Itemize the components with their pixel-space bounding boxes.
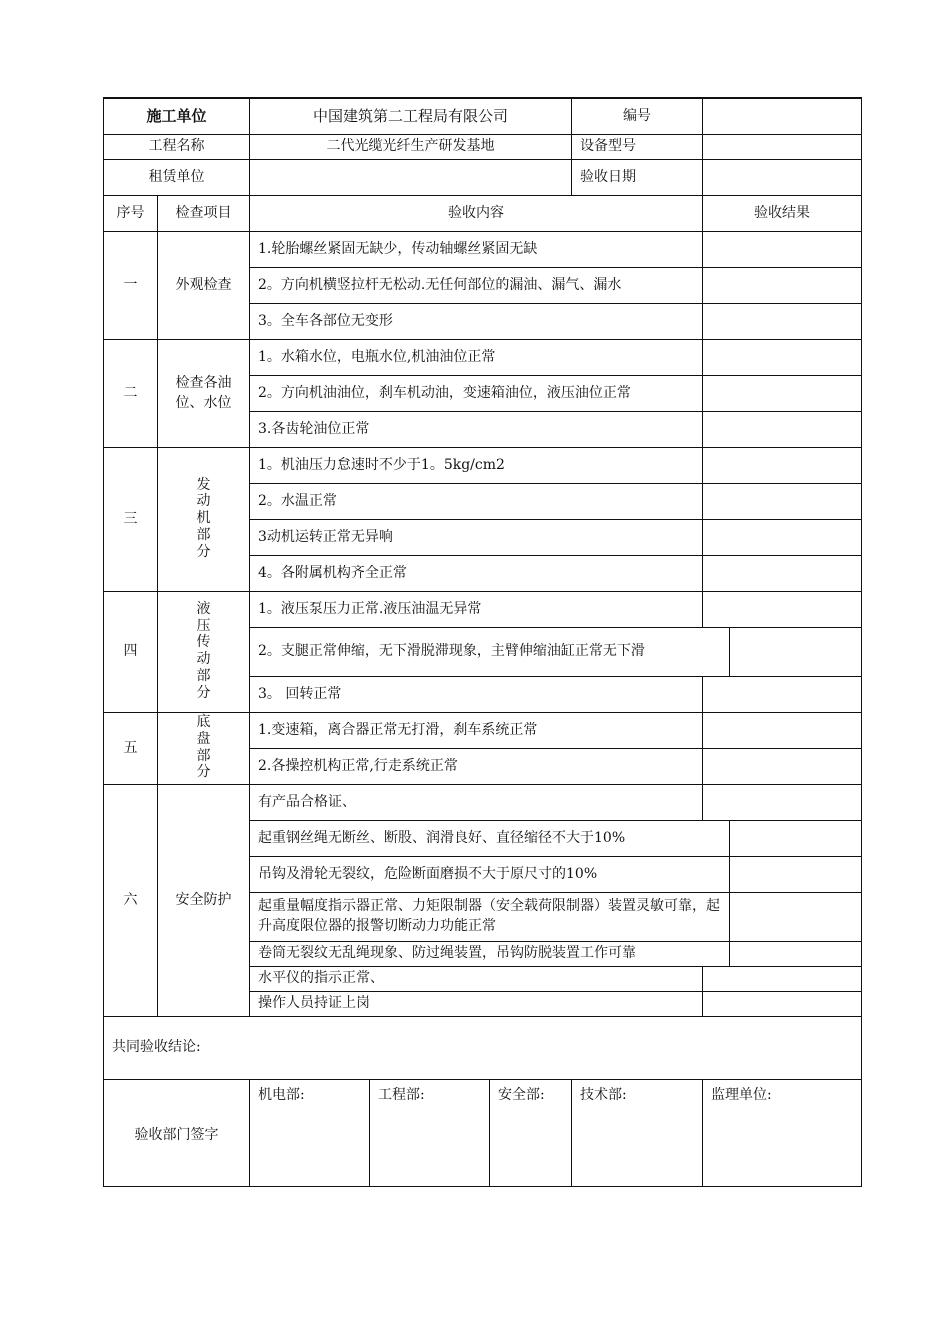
result-cell[interactable] bbox=[703, 785, 862, 821]
result-cell[interactable] bbox=[703, 677, 862, 713]
result-cell[interactable] bbox=[730, 942, 862, 967]
check-item: 1.轮胎螺丝紧固无缺少，传动轴螺丝紧固无缺 bbox=[250, 232, 703, 268]
check-item: 2。方向机油油位，刹车机动油，变速箱油位，液压油位正常 bbox=[250, 376, 703, 412]
check-item: 水平仪的指示正常、 bbox=[250, 967, 703, 992]
result-cell[interactable] bbox=[703, 376, 862, 412]
signature-row bbox=[104, 1080, 862, 1187]
number-label: 编号 bbox=[572, 98, 703, 135]
table-row bbox=[104, 785, 862, 821]
check-item: 3。 回转正常 bbox=[250, 677, 703, 713]
table-row bbox=[104, 592, 862, 628]
table-row bbox=[104, 340, 862, 376]
header-row-lease bbox=[104, 160, 862, 196]
result-cell[interactable] bbox=[730, 628, 862, 677]
unit-label: 施工单位 bbox=[104, 98, 250, 135]
check-item: 1.变速箱，离合器正常无打滑，刹车系统正常 bbox=[250, 713, 703, 749]
result-cell[interactable] bbox=[703, 412, 862, 448]
col-item: 检查项目 bbox=[158, 196, 250, 232]
sign-dept-engineering[interactable]: 工程部: bbox=[370, 1080, 490, 1187]
section-1-item: 外观检查 bbox=[158, 232, 250, 340]
sign-dept-supervision[interactable]: 监理单位: bbox=[703, 1080, 862, 1187]
lease-label: 租赁单位 bbox=[104, 160, 250, 196]
result-cell[interactable] bbox=[703, 967, 862, 992]
check-item: 起重量幅度指示器正常、力矩限制器（安全载荷限制器）装置灵敏可靠，起升高度限位器的报警切断动力功能正常 bbox=[250, 893, 730, 942]
check-item: 1。水箱水位，电瓶水位,机油油位正常 bbox=[250, 340, 703, 376]
column-header-row bbox=[104, 196, 862, 232]
col-result: 验收结果 bbox=[703, 196, 862, 232]
result-cell[interactable] bbox=[703, 304, 862, 340]
sign-label: 验收部门签字 bbox=[104, 1080, 250, 1187]
conclusion-label[interactable]: 共同验收结论: bbox=[104, 1017, 862, 1080]
check-item: 1。液压泵压力正常.液压油温无异常 bbox=[250, 592, 703, 628]
check-item: 4。各附属机构齐全正常 bbox=[250, 556, 703, 592]
check-item: 3.各齿轮油位正常 bbox=[250, 412, 703, 448]
section-4-seq: 四 bbox=[104, 592, 158, 713]
date-value[interactable] bbox=[703, 160, 862, 196]
model-value[interactable] bbox=[703, 135, 862, 160]
section-5-item bbox=[158, 713, 250, 785]
header-row-project bbox=[104, 135, 862, 160]
col-seq: 序号 bbox=[104, 196, 158, 232]
section-1-seq: 一 bbox=[104, 232, 158, 340]
table-row bbox=[104, 713, 862, 749]
unit-value: 中国建筑第二工程局有限公司 bbox=[250, 98, 572, 135]
check-item: 操作人员持证上岗 bbox=[250, 992, 703, 1017]
result-cell[interactable] bbox=[703, 520, 862, 556]
section-2-item: 检查各油位、水位 bbox=[158, 340, 250, 448]
result-cell[interactable] bbox=[703, 592, 862, 628]
project-label: 工程名称 bbox=[104, 135, 250, 160]
section-5-item-text: 底盘部分 bbox=[196, 714, 211, 781]
check-item: 起重钢丝绳无断丝、断股、润滑良好、直径缩径不大于10% bbox=[250, 821, 730, 857]
result-cell[interactable] bbox=[703, 340, 862, 376]
check-item: 卷筒无裂纹无乱绳现象、防过绳装置，吊钩防脱装置工作可靠 bbox=[250, 942, 730, 967]
section-3-seq: 三 bbox=[104, 448, 158, 592]
check-item: 2。方向机横竖拉杆无松动.无任何部位的漏油、漏气、漏水 bbox=[250, 268, 703, 304]
check-item: 3动机运转正常无异响 bbox=[250, 520, 703, 556]
sign-dept-technical[interactable]: 技术部: bbox=[572, 1080, 703, 1187]
result-cell[interactable] bbox=[703, 556, 862, 592]
result-cell[interactable] bbox=[703, 713, 862, 749]
sign-dept-mechanical[interactable]: 机电部: bbox=[250, 1080, 370, 1187]
result-cell[interactable] bbox=[730, 857, 862, 893]
table-row bbox=[104, 232, 862, 268]
result-cell[interactable] bbox=[703, 749, 862, 785]
section-6-seq: 六 bbox=[104, 785, 158, 1017]
section-4-item-text: 液压传动部分 bbox=[196, 600, 211, 701]
result-cell[interactable] bbox=[703, 268, 862, 304]
number-value[interactable] bbox=[703, 98, 862, 135]
check-item: 3。全车各部位无变形 bbox=[250, 304, 703, 340]
section-6-item: 安全防护 bbox=[158, 785, 250, 1017]
table-row bbox=[104, 448, 862, 484]
model-label: 设备型号 bbox=[572, 135, 703, 160]
sign-dept-safety[interactable]: 安全部: bbox=[490, 1080, 572, 1187]
section-4-item bbox=[158, 592, 250, 713]
section-3-item-text: 发动机部分 bbox=[196, 476, 211, 560]
col-content: 验收内容 bbox=[250, 196, 703, 232]
lease-value[interactable] bbox=[250, 160, 572, 196]
section-3-item bbox=[158, 448, 250, 592]
check-item: 2。水温正常 bbox=[250, 484, 703, 520]
section-2-seq: 二 bbox=[104, 340, 158, 448]
project-value: 二代光缆光纤生产研发基地 bbox=[250, 135, 572, 160]
check-item: 吊钩及滑轮无裂纹，危险断面磨损不大于原尺寸的10% bbox=[250, 857, 730, 893]
conclusion-row bbox=[104, 1017, 862, 1080]
result-cell[interactable] bbox=[703, 232, 862, 268]
check-item: 2.各操控机构正常,行走系统正常 bbox=[250, 749, 703, 785]
result-cell[interactable] bbox=[703, 992, 862, 1017]
check-item: 2。支腿正常伸缩，无下滑脱滞现象，主臂伸缩油缸正常无下滑 bbox=[250, 628, 730, 677]
acceptance-form bbox=[103, 97, 861, 1187]
acceptance-table bbox=[103, 97, 862, 1187]
result-cell[interactable] bbox=[703, 448, 862, 484]
check-item: 有产品合格证、 bbox=[250, 785, 703, 821]
result-cell[interactable] bbox=[730, 893, 862, 942]
header-row-unit bbox=[104, 98, 862, 135]
date-label: 验收日期 bbox=[572, 160, 703, 196]
section-5-seq: 五 bbox=[104, 713, 158, 785]
result-cell[interactable] bbox=[730, 821, 862, 857]
result-cell[interactable] bbox=[703, 484, 862, 520]
check-item: 1。机油压力怠速时不少于1。5kg/cm2 bbox=[250, 448, 703, 484]
